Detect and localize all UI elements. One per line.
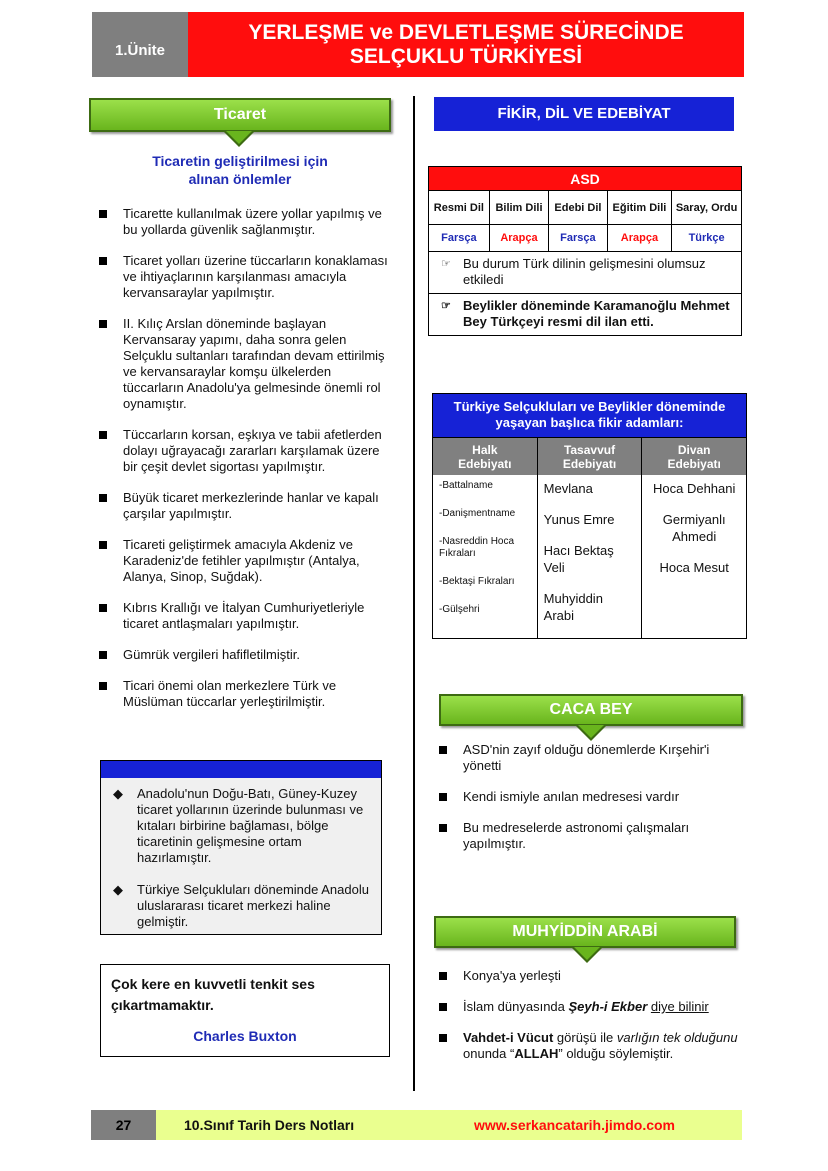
ticaret-list [99, 206, 389, 725]
italic-text: varlığın tek olduğunu [616, 1030, 738, 1045]
table-value-cell: Arapça [489, 225, 548, 252]
column-header-line: Edebiyatı [562, 457, 617, 471]
list-item: Mevlana [543, 481, 593, 496]
table-header-cell: Resmi Dil [429, 191, 490, 225]
column-body [642, 475, 746, 638]
list-item: Ticaret yolları üzerine tüccarların konaklaması ve ihtiyaçlarının karşılanması amacıyla kervansaraylar yapılmıştır. [99, 253, 389, 301]
pointing-hand-icon: ☞ [441, 300, 451, 312]
fikir-table-title: Türkiye Selçukluları ve Beylikler döneminde yaşayan başlıca fikir adamları: [433, 394, 746, 437]
note-item [429, 293, 741, 335]
column-header-line: Edebiyatı [458, 457, 512, 471]
column-divider [413, 96, 415, 1091]
table-value-cell: Farsça [429, 225, 490, 252]
list-item [439, 1030, 739, 1062]
subtitle-line-1: Ticaretin geliştirilmesi için [152, 153, 328, 169]
list-item: Kendi ismiyle anılan medresesi vardır [439, 789, 739, 805]
bold-text: Vahdet-i Vücut [463, 1030, 554, 1045]
unit-label [92, 12, 188, 77]
list-item: -Danişmentname [439, 508, 516, 519]
note-text: Beylikler döneminde Karamanoğlu Mehmet Bey Türkçeyi resmi dil ilan etti. [463, 298, 730, 329]
list-item: Ticareti geliştirmek amacıyla Akdeniz ve Karadeniz'de fetihler yapılmıştır (Antalya, Alanya, Sinop, Suğdak). [99, 537, 389, 585]
column-header [433, 437, 537, 475]
asd-table-title: ASD [429, 167, 742, 191]
info-box-list [101, 778, 381, 930]
list-item: Gümrük vergileri hafifletilmiştir. [99, 647, 389, 663]
info-box-header-bar [101, 761, 381, 778]
list-item: -Bektaşi Fıkraları [439, 576, 515, 587]
table-value-cell: Türkçe [672, 225, 742, 252]
fikir-banner: FİKİR, DİL VE EDEBİYAT [434, 97, 734, 131]
list-item: Hoca Mesut [659, 560, 729, 575]
column-header-line: Tasavvuf [563, 443, 616, 457]
column-header [538, 437, 642, 475]
asd-notes [429, 252, 742, 336]
list-item [439, 999, 739, 1015]
table-value-cell: Farsça [549, 225, 607, 252]
list-item: II. Kılıç Arslan döneminde başlayan Kervansaray yapımı, daha sonra gelen Selçuklu sultanları tarafından devam ettirilmiş ve kervansaraylar komşu ülkelerden tüccarların Anadolu'ya gelmesinde önemli rol oynamıştır. [99, 316, 389, 412]
section-subtitle [140, 152, 340, 188]
emphasis-text: Şeyh-i Ekber [568, 999, 648, 1014]
list-item: Hoca Dehhani [652, 481, 736, 496]
column-header-line: Divan [677, 443, 711, 457]
page-title [188, 12, 744, 77]
list-item: Germiyanlı Ahmedi [662, 512, 726, 544]
list-item: Ticari önemi olan merkezlere Türk ve Müslüman tüccarlar yerleştirilmiştir. [99, 678, 389, 710]
list-item: Hacı Bektaş Veli [543, 543, 614, 575]
list-item: Büyük ticaret merkezlerinde hanlar ve kapalı çarşılar yapılmıştır. [99, 490, 389, 522]
text-span: İslam dünyasında [463, 999, 569, 1014]
subtitle-line-2: alınan önlemler [188, 171, 292, 187]
column-header [642, 437, 746, 475]
table-header-cell: Eğitim Dili [607, 191, 672, 225]
fikir-adamlari-table [432, 393, 747, 639]
column-header-line: Halk [472, 443, 498, 457]
quote-author: Charles Buxton [193, 1028, 297, 1044]
list-item: Muhyiddin Arabi [543, 591, 603, 623]
table-header-cell: Edebi Dil [549, 191, 607, 225]
list-item: -Gülşehri [439, 604, 480, 615]
footer-bar [156, 1110, 742, 1140]
list-item: Tüccarların korsan, eşkıya ve tabii afetlerden dolayı uğrayacağı zararları karşılamak üzere bir çeşit devlet sigortası yapılmıştır. [99, 427, 389, 475]
unit-text: 1.Ünite [114, 42, 165, 59]
column-divan [642, 437, 746, 638]
text-span: ” olduğu söylemiştir. [558, 1046, 674, 1061]
column-header-line: Edebiyatı [667, 457, 721, 471]
underlined-text: diye bilinir [650, 999, 709, 1014]
title-line-2: SELÇUKLU TÜRKİYESİ [349, 44, 583, 68]
column-tasavvuf [538, 437, 643, 638]
list-item: ASD'nin zayıf olduğu dönemlerde Kırşehir'i yönetti [439, 742, 739, 774]
column-halk [433, 437, 538, 638]
banner-arrow-icon [578, 725, 604, 738]
list-item: Yunus Emre [543, 512, 615, 527]
table-value-cell: Arapça [607, 225, 672, 252]
banner-arrow-icon [226, 131, 252, 144]
text-span: onunda “ [463, 1046, 515, 1061]
list-item: -Battalname [439, 480, 493, 491]
note-text: Bu durum Türk dilinin gelişmesini olumsuz etkiledi [463, 256, 706, 287]
table-header-cell: Bilim Dili [489, 191, 548, 225]
ticaret-banner: Ticaret [89, 98, 391, 132]
pointing-hand-icon: ☞ [441, 258, 451, 270]
column-body [433, 475, 537, 638]
list-item-text: Konya'ya yerleşti [463, 968, 561, 983]
text-span: görüşü ile [553, 1030, 617, 1045]
info-box [100, 760, 382, 935]
list-item: Ticarette kullanılmak üzere yollar yapılmış ve bu yollarda güvenlik sağlanmıştır. [99, 206, 389, 238]
list-item: ◆ Türkiye Selçukluları döneminde Anadolu uluslararası ticaret merkezi haline gelmiştir. [111, 882, 371, 930]
footer-title: 10.Sınıf Tarih Ders Notları [184, 1117, 355, 1133]
list-item [439, 968, 739, 984]
list-item: Bu medreselerde astronomi çalışmaları yapılmıştır. [439, 820, 739, 852]
table-header-cell: Saray, Ordu [672, 191, 742, 225]
title-line-1: YERLEŞME ve DEVLETLEŞME SÜRECİNDE [248, 20, 684, 44]
note-item [429, 252, 741, 293]
quote-box [100, 964, 390, 1057]
fikir-table-columns [433, 437, 746, 638]
page-number: 27 [91, 1110, 156, 1140]
list-item: ◆ Anadolu'nun Doğu-Batı, Güney-Kuzey ticaret yollarının üzerinde bulunması ve kıtaları birbirine bağlaması, bölge ticaretinin gelişmesine ortam hazırlamıştır. [111, 786, 371, 866]
caca-bey-list [439, 742, 739, 867]
bold-text: ALLAH [514, 1046, 559, 1061]
asd-language-table [428, 166, 742, 336]
muhyiddin-arabi-list [439, 968, 739, 1077]
quote-text: Çok kere en kuvvetli tenkit ses çıkartmamaktır. [111, 976, 315, 1013]
list-item: -Nasreddin Hoca Fıkraları [439, 536, 515, 559]
banner-arrow-icon [574, 947, 600, 960]
list-item: Kıbrıs Krallığı ve İtalyan Cumhuriyetleriyle ticaret antlaşmaları yapılmıştır. [99, 600, 389, 632]
column-body [538, 475, 642, 638]
footer-url: www.serkancatarih.jimdo.com [474, 1117, 675, 1133]
caca-bey-banner: CACA BEY [439, 694, 743, 726]
muhyiddin-arabi-banner: MUHYİDDİN ARABİ [434, 916, 736, 948]
